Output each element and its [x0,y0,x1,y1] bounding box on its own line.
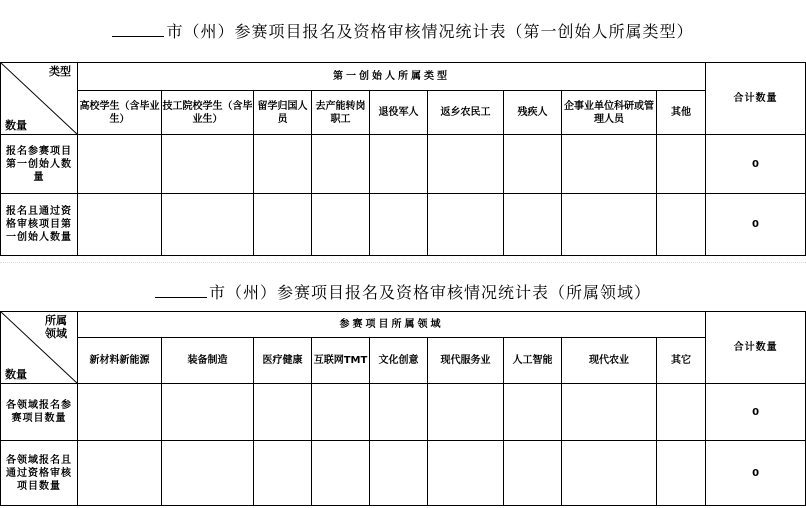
data-cell[interactable] [428,384,504,441]
table1-first-founder-type [0,62,806,256]
data-cell[interactable] [312,194,370,256]
column-header: 文化创意 [370,338,428,384]
column-header: 技工院校学生（含毕业生） [162,91,254,135]
data-cell[interactable] [162,441,254,506]
table-row [1,194,806,256]
data-cell[interactable] [370,135,428,194]
data-cell[interactable] [504,135,562,194]
table2-title-text: 市（州）参赛项目报名及资格审核情况统计表（所属领域） [208,283,651,302]
data-cell[interactable] [254,194,312,256]
data-cell[interactable] [312,441,370,506]
row-label: 各领域报名参赛项目数量 [1,384,78,441]
data-cell[interactable] [162,194,254,256]
title-blank-line [112,22,164,37]
data-cell[interactable] [657,194,706,256]
table1-group-header: 第一创始人所属类型 [78,63,706,91]
title-blank-line [155,283,207,298]
table2-group-header: 参赛项目所属领域 [78,312,706,338]
data-cell[interactable] [162,135,254,194]
column-header: 企事业单位科研或管理人员 [562,91,657,135]
table-row [1,441,806,506]
data-cell[interactable] [562,135,657,194]
column-header: 其它 [657,338,706,384]
data-cell[interactable] [428,135,504,194]
data-cell[interactable] [428,194,504,256]
divider [0,262,806,263]
column-header: 退役军人 [370,91,428,135]
table2-sum-header: 合计数量 [706,312,806,384]
corner-label-quantity: 数量 [5,368,27,381]
row-total: 0 [706,135,806,194]
data-cell[interactable] [78,441,162,506]
data-cell[interactable] [78,384,162,441]
corner-label-domain: 所属领域 [45,314,67,340]
data-cell[interactable] [254,384,312,441]
corner-label-quantity: 数量 [5,119,27,132]
column-header: 人工智能 [504,338,562,384]
table1-title [0,22,806,42]
data-cell[interactable] [428,441,504,506]
column-header: 医疗健康 [254,338,312,384]
table2-corner-cell [1,312,78,384]
data-cell[interactable] [370,384,428,441]
column-header: 新材料新能源 [78,338,162,384]
data-cell[interactable] [504,441,562,506]
table-row [1,135,806,194]
data-cell[interactable] [657,135,706,194]
row-label: 各领域报名且通过资格审核项目数量 [1,441,78,506]
data-cell[interactable] [562,194,657,256]
data-cell[interactable] [254,441,312,506]
data-cell[interactable] [562,384,657,441]
data-cell[interactable] [312,135,370,194]
column-header: 其他 [657,91,706,135]
table1-sum-header: 合计数量 [706,63,806,135]
data-cell[interactable] [504,194,562,256]
data-cell[interactable] [504,384,562,441]
column-header: 现代服务业 [428,338,504,384]
table-row [1,384,806,441]
data-cell[interactable] [78,135,162,194]
column-header: 留学归国人员 [254,91,312,135]
data-cell[interactable] [254,135,312,194]
row-total: 0 [706,384,806,441]
table2-title [0,283,806,303]
data-cell[interactable] [370,194,428,256]
column-header: 装备制造 [162,338,254,384]
column-header: 高校学生（含毕业生） [78,91,162,135]
table2-domain [0,311,806,506]
row-total: 0 [706,441,806,506]
corner-label-type: 类型 [49,65,71,78]
data-cell[interactable] [657,441,706,506]
data-cell[interactable] [562,441,657,506]
column-header: 残疾人 [504,91,562,135]
row-label: 报名且通过资格审核项目第一创始人数量 [1,194,78,256]
column-header: 去产能转岗职工 [312,91,370,135]
column-header: 返乡农民工 [428,91,504,135]
data-cell[interactable] [162,384,254,441]
row-label: 报名参赛项目第一创始人数量 [1,135,78,194]
table1-corner-cell [1,63,78,135]
table1-title-text: 市（州）参赛项目报名及资格审核情况统计表（第一创始人所属类型） [166,22,694,41]
data-cell[interactable] [312,384,370,441]
column-header: 现代农业 [562,338,657,384]
data-cell[interactable] [370,441,428,506]
row-total: 0 [706,194,806,256]
data-cell[interactable] [78,194,162,256]
column-header: 互联网TMT [312,338,370,384]
data-cell[interactable] [657,384,706,441]
